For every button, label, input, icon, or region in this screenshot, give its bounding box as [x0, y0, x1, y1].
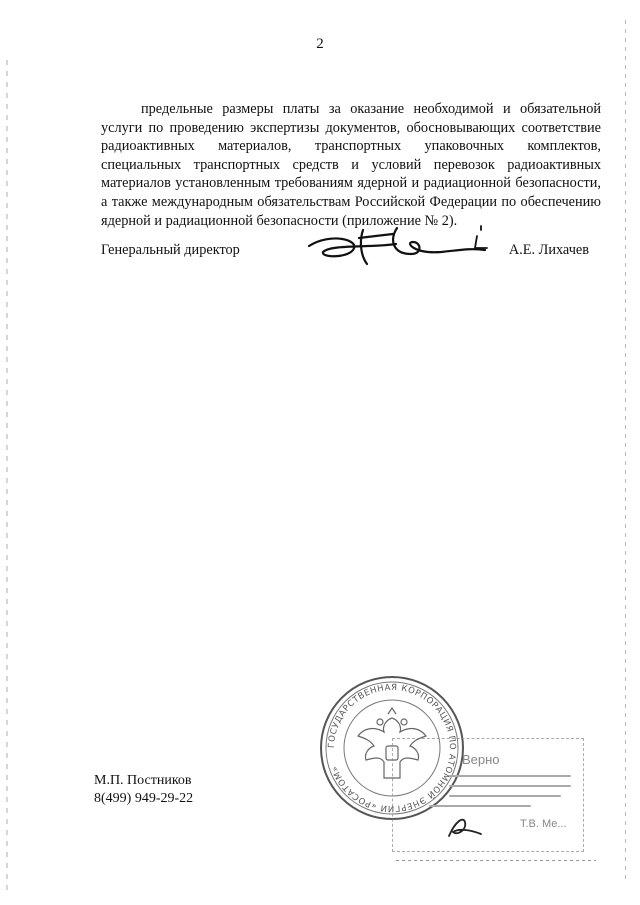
- stamp-signature: [445, 812, 485, 842]
- body-line: услуги по проведению экспертизы документов, обосновывающих соответствие: [101, 119, 601, 136]
- page-number: 2: [316, 36, 324, 52]
- stamp-bottom-dashes: [396, 860, 596, 861]
- executor-name: М.П. Постников: [94, 773, 192, 788]
- body-line: а также международным обязательствам Российской Федерации по обеспечению: [101, 193, 601, 210]
- signer-name: А.Е. Лихачев: [508, 242, 589, 258]
- body-line: ядерной и радиационной безопасности (приложение № 2).: [101, 212, 458, 229]
- executor-phone: 8(499) 949-29-22: [94, 791, 194, 806]
- stamp-text-lines: [410, 752, 578, 812]
- signer-position: Генеральный директор: [101, 242, 240, 258]
- body-line: специальных транспортных средств и условий перевозок радиоактивных: [101, 156, 601, 173]
- handwritten-signature: [301, 218, 501, 278]
- stamp-initials: Т.В. Ме...: [520, 818, 567, 830]
- body-line: радиоактивных материалов, транспортных упаковочных комплектов,: [101, 138, 601, 155]
- stamp-title: Верно: [462, 752, 500, 767]
- body-paragraph: [101, 100, 601, 230]
- seal-text: ГОСУДАРСТВЕННАЯ КОРПОРАЦИЯ ПО АТОМНОЙ ЭНЕРГИИ «РОСАТОМ»: [326, 682, 458, 814]
- body-line: предельные размеры платы за оказание необходимой и обязательной: [141, 101, 601, 117]
- signature-block: [101, 238, 601, 278]
- scan-edge-right: [625, 20, 626, 880]
- body-line: материалов установленным требованиям ядерной и радиационной безопасности,: [101, 175, 601, 192]
- executor-contact: [94, 772, 193, 808]
- scan-edge-left: [6, 60, 8, 890]
